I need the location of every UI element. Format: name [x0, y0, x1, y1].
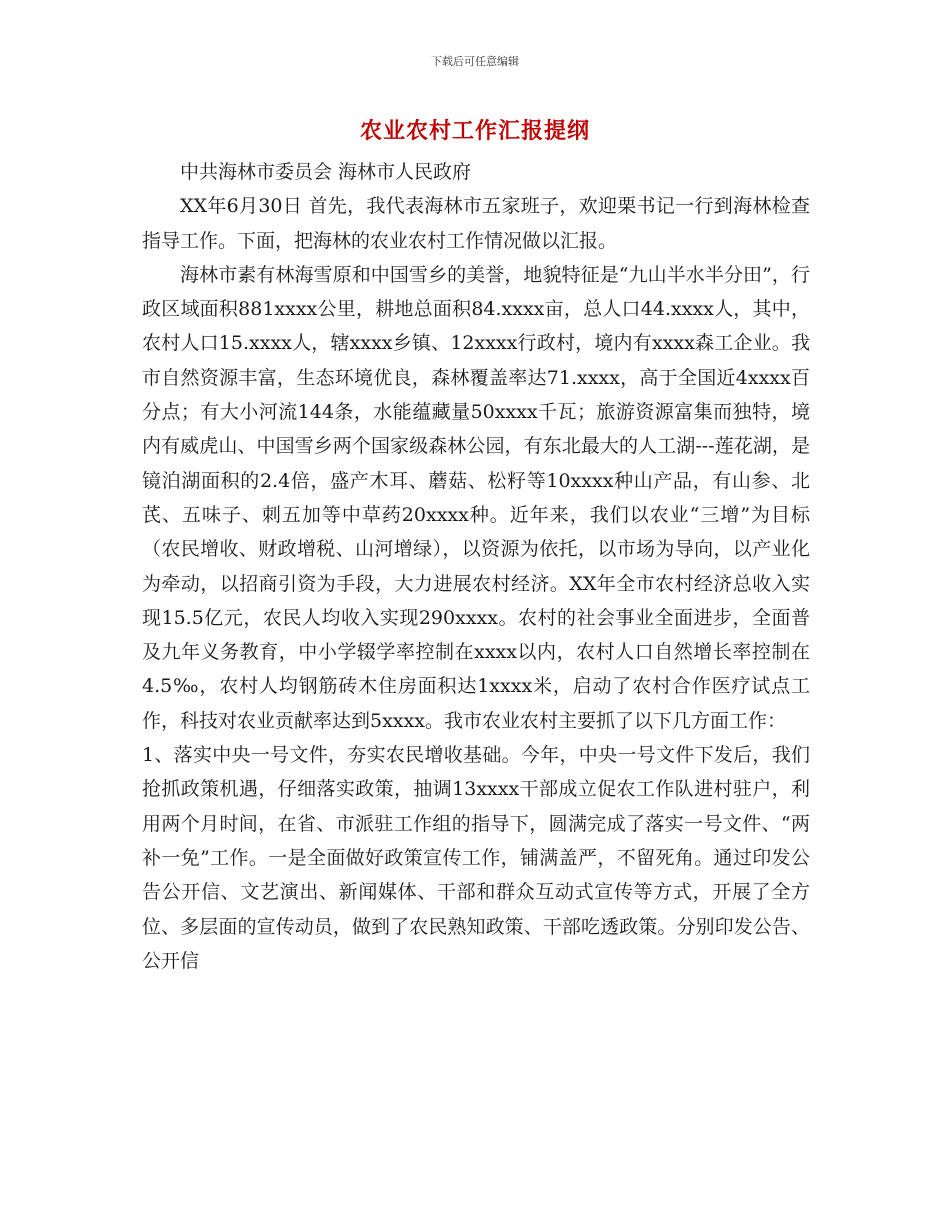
header-note: 下载后可任意编辑 — [431, 55, 519, 68]
document-body — [142, 155, 810, 978]
intro-paragraph: XX年6月30日 首先，我代表海林市五家班子，欢迎栗书记一行到海林检查指导工作。下面，把海林的农业农村工作情况做以汇报。 — [142, 195, 810, 252]
overview-paragraph: 海林市素有林海雪原和中国雪乡的美誉，地貌特征是“九山半水半分田”，行政区域面积881xxxx公里，耕地总面积84.xxxx亩，总人口44.xxxx人，其中，农村人口15.xxxx人，辖xxxx乡镇、12xxxx行政村，境内有xxxx森工企业。我市自然资源丰富，生态环境优良，森林覆盖率达71.xxxx，高于全国近4xxxx百分点；有大小河流144条，水能蕴藏量50xxxx千瓦；旅游资源富集而独特，境内有威虎山、中国雪乡两个国家级森林公园，有东北最大的人工湖---莲花湖，是镜泊湖面积的2.4倍，盛产木耳、蘑菇、松籽等10xxxx种山产品，有山参、北芪、五味子、刺五加等中草药20xxxx种。近年来，我们以农业“三增”为目标（农民增收、财政增税、山河增绿），以资源为依托，以市场为导向，以产业化为牵动，以招商引资为手段，大力进展农村经济。XX年全市农村经济总收入实现15.5亿元，农民人均收入实现290xxxx。农村的社会事业全面进步，全面普及九年义务教育，中小学辍学率控制在xxxx以内，农村人口自然增长率控制在4.5‰，农村人均钢筋砖木住房面积达1xxxx米，启动了农村合作医疗试点工作，科技对农业贡献率达到5xxxx。我市农业农村主要抓了以下几方面工作： — [142, 263, 810, 732]
section-1-paragraph: 1、落实中央一号文件，夯实农民增收基础。今年，中央一号文件下发后，我们抢抓政策机遇，仔细落实政策，抽调13xxxx干部成立促农工作队进村驻户，利用两个月时间，在省、市派驻工作组的指导下，圆满完成了落实一号文件、“两补一免”工作。一是全面做好政策宣传工作，铺满盖严，不留死角。通过印发公告公开信、文艺演出、新闻媒体、干部和群众互动式宣传等方式，开展了全方位、多层面的宣传动员，做到了农民熟知政策、干部吃透政策。分别印发公告、公开信 — [142, 744, 810, 972]
issuer-line: 中共海林市委员会 海林市人民政府 — [180, 161, 472, 183]
document-title: 农业农村工作汇报提纲 — [359, 118, 590, 144]
